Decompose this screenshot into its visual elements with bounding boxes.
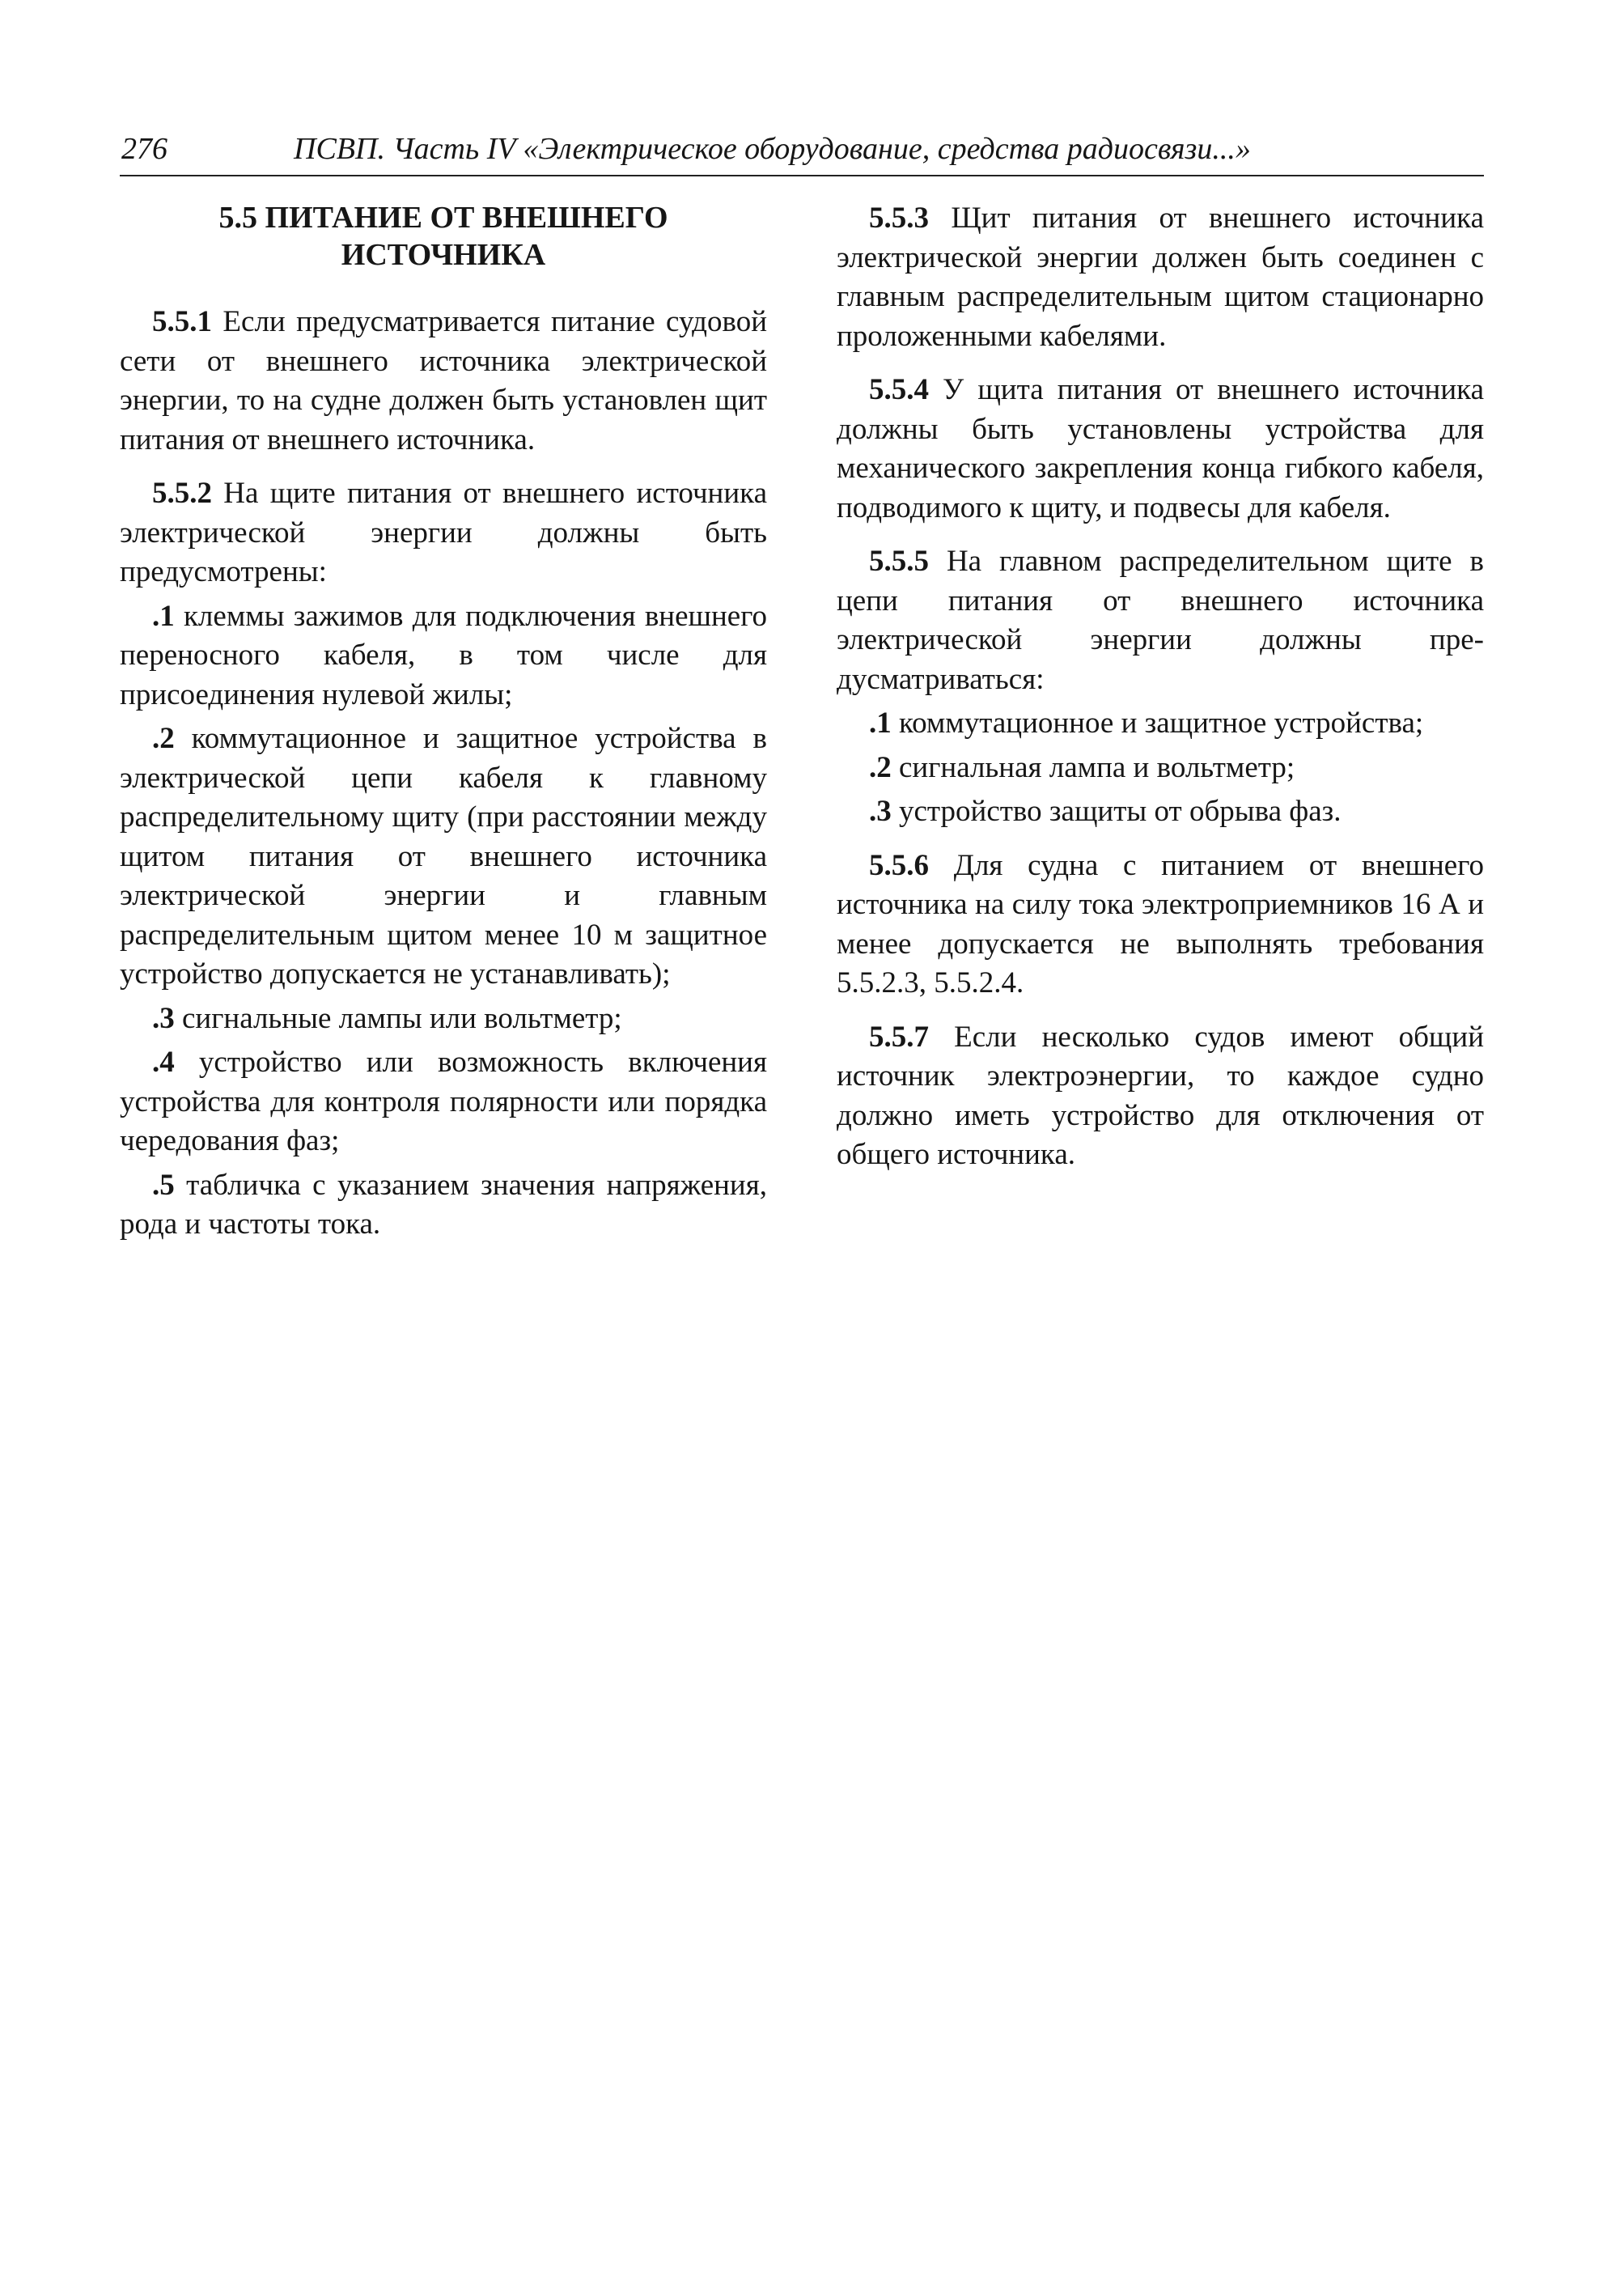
item-number: .2 — [869, 750, 892, 784]
item-text: сигнальная лампа и вольтметр; — [891, 750, 1295, 784]
item-text: сигнальные лампы или вольтметр; — [174, 1001, 622, 1035]
paragraph-number: 5.5.2 — [152, 477, 212, 510]
item-text: клеммы зажимов для подключения внешнего переносного кабеля, в том числе для присоединения нулевой жилы; — [120, 599, 767, 711]
list-item — [120, 719, 767, 995]
item-text: устройство или возможность включения устройства для контроля полярности или порядка чередования фаз; — [120, 1046, 767, 1157]
section-heading — [120, 199, 767, 274]
list-item — [837, 792, 1484, 832]
item-text: коммутационное и защитное устройства; — [891, 707, 1424, 740]
paragraph-text: У щита питания от внешнего источника должны быть установлены устройства для механического закрепления конца гибкого кабеля, подводимого к щиту, и подвесы для кабеля. — [837, 373, 1484, 524]
paragraph-number: 5.5.4 — [869, 373, 929, 406]
list-item — [837, 749, 1484, 788]
page-number: 276 — [121, 132, 167, 166]
paragraph-text: Если предусматривается питание судовой сети от внешнего источника электрической энергии, то на судне должен быть установлен щит питания от внешнего источника. — [120, 305, 767, 456]
paragraph-text: Если несколько судов имеют общий источник электроэнергии, то каждое судно должно иметь устройство для отключения от общего источника. — [837, 1020, 1484, 1171]
item-number: .2 — [152, 722, 175, 755]
paragraph-number: 5.5.5 — [869, 545, 929, 578]
paragraph-number: 5.5.3 — [869, 202, 929, 235]
item-text: устройство защиты от обрыва фаз. — [891, 795, 1342, 828]
paragraph-number: 5.5.6 — [869, 848, 929, 882]
paragraph-5-5-4 — [837, 371, 1484, 528]
paragraph-5-5-7 — [837, 1018, 1484, 1175]
paragraph-number: 5.5.7 — [869, 1020, 929, 1054]
paragraph-5-5-6 — [837, 847, 1484, 1004]
paragraph-5-5-2 — [120, 474, 767, 592]
right-column — [837, 199, 1484, 1190]
list-item — [120, 1043, 767, 1161]
running-header — [120, 128, 1484, 176]
item-text: коммутационное и защитное устройства в электрической цепи кабеля к главному распределительному щиту (при расстоянии между щитом питания от внешнего источника электрической энергии и главным распределительным щитом менее 10 м защитное устройство допускается не устанавливать); — [120, 722, 767, 991]
paragraph-5-5-3 — [837, 199, 1484, 356]
item-number: .3 — [869, 795, 892, 828]
list-item — [120, 1166, 767, 1245]
item-number: .3 — [152, 1001, 175, 1035]
list-item — [120, 597, 767, 715]
running-title: ПСВП. Часть IV «Электрическое оборудование, средства радиосвязи...» — [294, 132, 1251, 166]
paragraph-text: На щите питания от внешнего источника электрической энергии должны быть предусмотрены: — [120, 477, 767, 588]
item-number: .1 — [152, 599, 175, 633]
section-heading-line2: ИСТОЧНИКА — [341, 238, 546, 272]
section-heading-line1: 5.5 ПИТАНИЕ ОТ ВНЕШНЕГО — [218, 201, 668, 235]
item-text: табличка с указанием значения напряжения, рода и частоты тока. — [120, 1168, 767, 1241]
item-number: .1 — [869, 707, 892, 740]
paragraph-text: Щит питания от внешнего источника электрической энергии должен быть соединен с главным распределительным щитом стационарно проложенными кабелями. — [837, 202, 1484, 353]
paragraph-text: Для судна с питанием от внешнего источника на силу тока электроприемников 16 А и менее допускается не выполнять требования 5.5.2.3, 5.5.2.4. — [837, 848, 1484, 999]
list-item — [837, 704, 1484, 744]
item-number: .5 — [152, 1168, 175, 1202]
list-item — [120, 999, 767, 1039]
paragraph-5-5-1 — [120, 303, 767, 460]
paragraph-number: 5.5.1 — [152, 305, 212, 338]
item-number: .4 — [152, 1046, 175, 1079]
left-column — [120, 199, 767, 1259]
paragraph-text: На главном распределительном щите в цепи питания от внешнего источника электрической энергии должны предусматриваться: — [837, 545, 1484, 696]
paragraph-5-5-5 — [837, 542, 1484, 699]
